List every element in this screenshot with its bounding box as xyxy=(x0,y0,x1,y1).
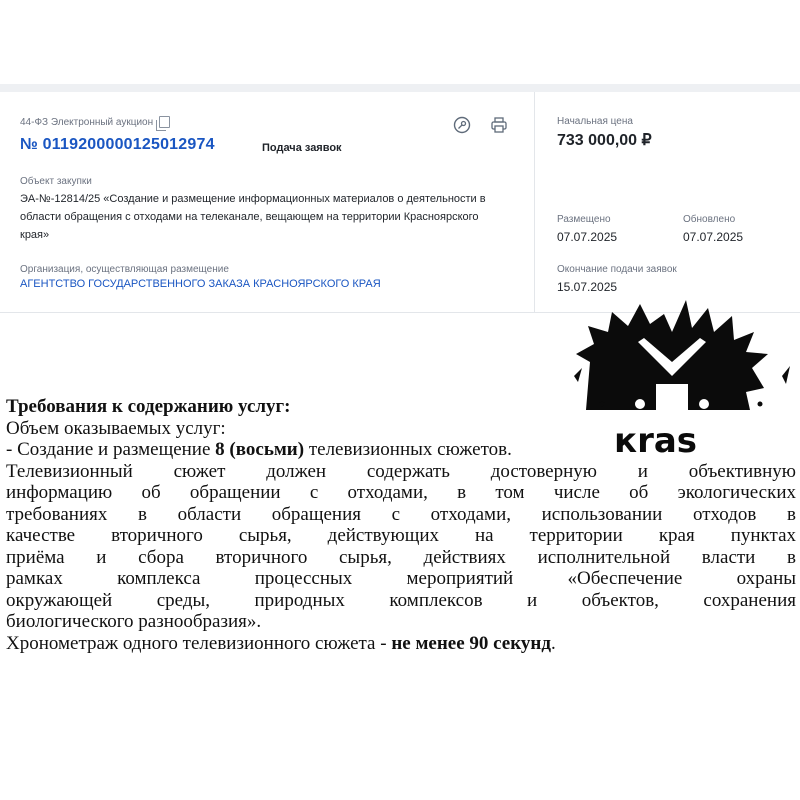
start-price: 733 000,00 ₽ xyxy=(557,132,652,149)
service-item-suffix: телевизионных сюжетов. xyxy=(304,439,512,460)
duration-suffix: . xyxy=(550,632,556,654)
org-label: Организация, осуществляющая размещение xyxy=(20,264,229,275)
card-divider xyxy=(534,92,535,312)
doc-heading: Требования к содержанию услуг: xyxy=(6,396,291,417)
deadline-date: 15.07.2025 xyxy=(557,280,618,294)
service-item-prefix: - Создание и размещение xyxy=(6,439,216,460)
subject-label: Объект закупки xyxy=(20,176,92,187)
para-line: рамках комплекса процессных мероприятий «Обеспечение охраны xyxy=(6,568,796,589)
para-line: приёма и сбора вторичного сырья, действиях исполнительной власти в xyxy=(6,546,796,568)
posted-date: 07.07.2025 xyxy=(557,230,618,244)
price-label: Начальная цена xyxy=(557,116,633,127)
mkras-logo-text: кras xyxy=(614,421,698,461)
content-paragraph xyxy=(6,461,796,633)
lot-number-link[interactable]: № 0119200000125012974 xyxy=(20,136,215,153)
deadline-label: Окончание подачи заявок xyxy=(557,264,677,275)
org-name-link[interactable]: АГЕНТСТВО ГОСУДАРСТВЕННОГО ЗАКАЗА КРАСНОЯРСКОГО КРАЯ xyxy=(20,278,381,290)
status-badge: Подача заявок xyxy=(262,142,342,154)
law-type-row xyxy=(20,116,170,128)
copy-icon[interactable] xyxy=(159,116,170,128)
posted-label: Размещено xyxy=(557,214,611,225)
updated-label: Обновлено xyxy=(683,214,736,225)
para-line: Телевизионный сюжет должен содержать достоверную и объективную xyxy=(6,460,796,482)
updated-date: 07.07.2025 xyxy=(683,230,744,244)
para-line: требованиях в области обращения с отходами, использовании отходов в xyxy=(6,503,796,525)
duration-prefix: Хронометраж одного телевизионного сюжета - xyxy=(6,632,392,654)
duration-value: не менее 90 секунд xyxy=(391,632,551,654)
print-icon[interactable] xyxy=(490,116,508,134)
mkras-logo-icon xyxy=(568,292,800,472)
service-item-count: 8 (восьми) xyxy=(215,439,305,460)
key-icon[interactable] xyxy=(453,116,471,134)
subject-text: ЭА-№-12814/25 «Создание и размещение информационных материалов о деятельности в области обращения с отходами на телеканале, вещающем на территории Красноярского края» xyxy=(20,193,486,241)
para-line: качестве вторичного сырья, действующих на территории края пунктах xyxy=(6,525,796,546)
top-band xyxy=(0,84,800,92)
para-line: окружающей среды, природных комплексов и объектов, сохранения xyxy=(6,589,796,611)
duration-line xyxy=(6,633,796,655)
para-line: информацию об обращении с отходами, в том числе об экологических xyxy=(6,482,796,503)
law-type-label: 44-ФЗ Электронный аукцион xyxy=(20,116,154,128)
tender-card xyxy=(0,92,800,313)
para-line: биологического разнообразия». xyxy=(6,611,262,632)
mkras-logo xyxy=(568,292,800,472)
volume-line: Объем оказываемых услуг: xyxy=(6,417,226,439)
